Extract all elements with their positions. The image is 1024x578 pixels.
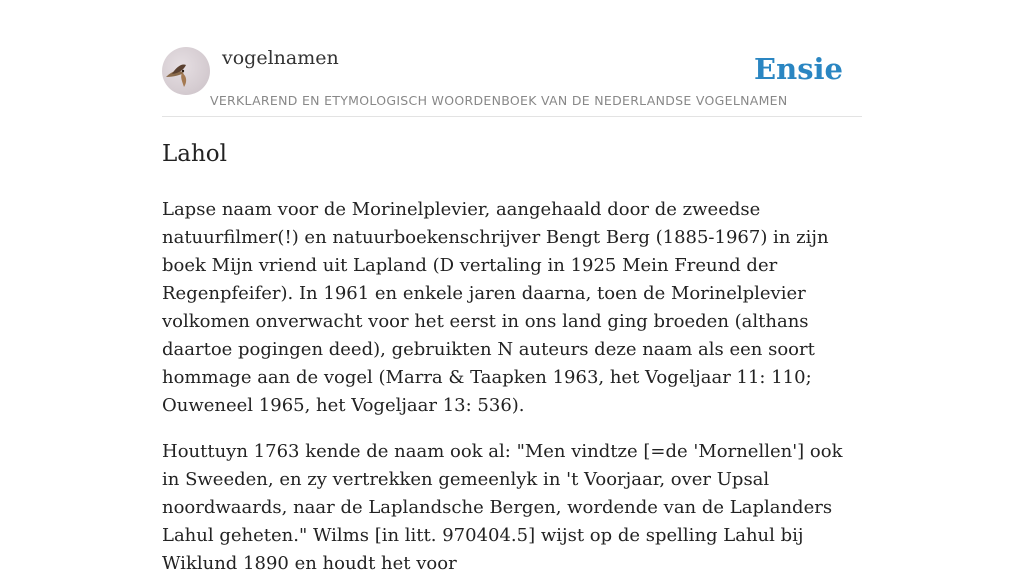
article-title: Lahol [162,141,228,167]
site-name-link[interactable]: vogelnamen [222,47,339,69]
ensie-brand-logo[interactable]: Ensie [754,52,843,86]
article-paragraph: Houttuyn 1763 kende de naam ook al: "Men vindtze [=de 'Mornellen'] ook in Sweeden, en zy vertrekken gemeenlyk in 't Voorjaar, over Upsal noordwaards, naar de Laplandsche Bergen, wordende van de Laplanders Lahul geheten." Wilms [in litt. 970404.5] wijst op de spelling Lahul bij Wiklund 1890 en houdt het voor [162,441,843,574]
article [162,138,862,578]
site-tagline: VERKLAREND EN ETYMOLOGISCH WOORDENBOEK VAN DE NEDERLANDSE VOGELNAMEN [210,93,788,108]
bird-avatar-icon[interactable] [162,47,210,95]
bird-icon [162,47,210,95]
site-header [162,0,862,117]
article-paragraph: Lapse naam voor de Morinelplevier, aangehaald door de zweedse natuurfilmer(!) en natuurboekenschrijver Bengt Berg (1885-1967) in zijn boek Mijn vriend uit Lapland (D vertaling in 1925 Mein Freund der Regenpfeifer). In 1961 en enkele jaren daarna, toen de Morinelplevier volkomen onverwacht voor het eerst in ons land ging broeden (althans daartoe pogingen deed), gebruikten N auteurs deze naam als een soort hommage aan de vogel (Marra & Taapken 1963, het Vogeljaar 11: 110; Ouweneel 1965, het Vogeljaar 13: 536). [162,199,829,416]
